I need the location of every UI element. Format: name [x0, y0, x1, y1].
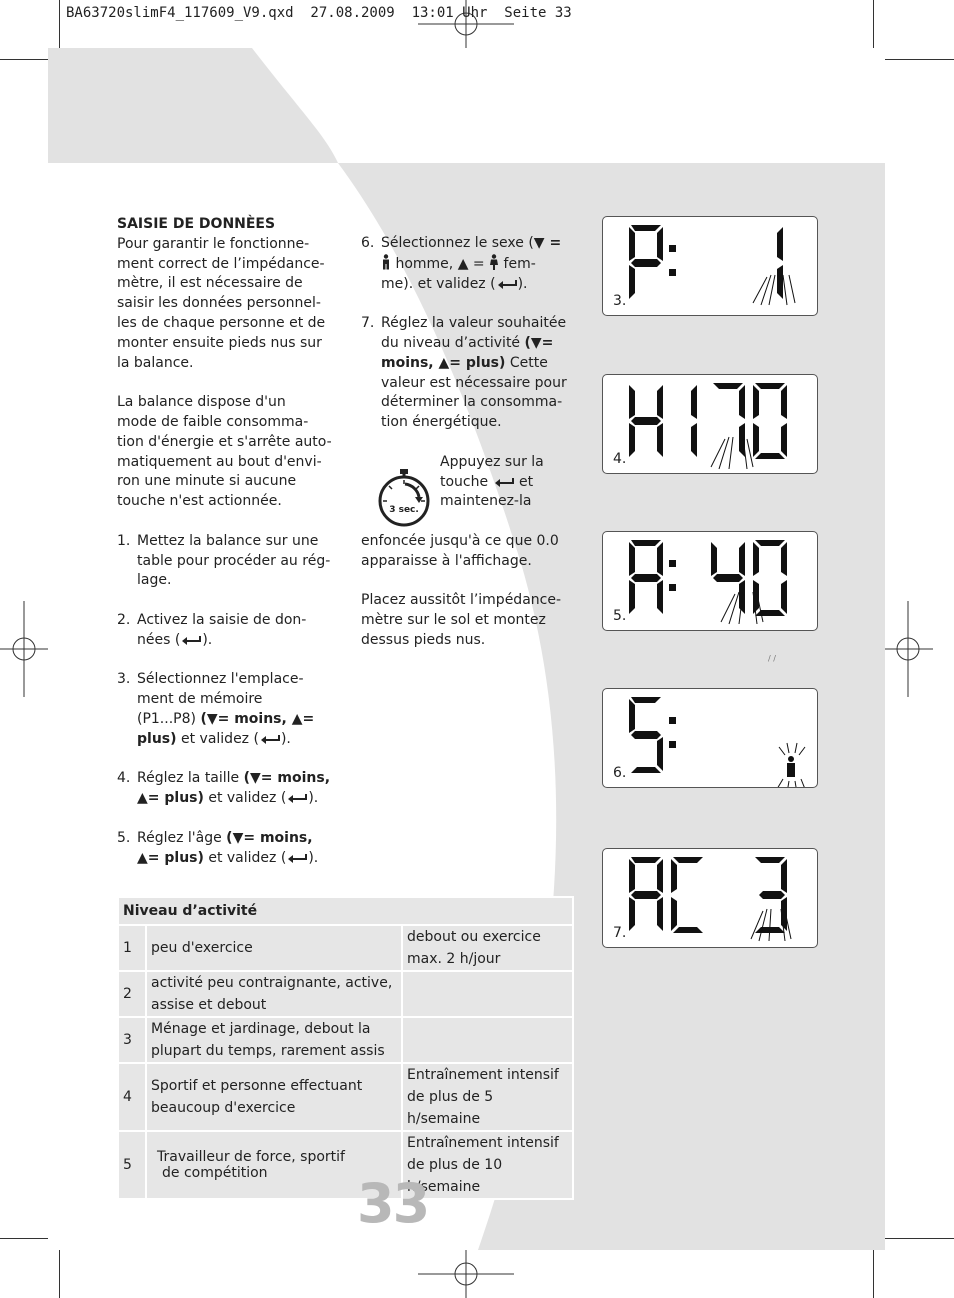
step-3: [117, 670, 357, 749]
section-heading: SAISIE DE DONNÈES: [117, 216, 276, 232]
table-row: [118, 925, 573, 971]
step-line: table pour procéder au rég-: [137, 552, 331, 569]
step-line: ▲= plus) et validez ( ).: [137, 790, 319, 807]
step-7: [361, 314, 581, 433]
final-line: Placez aussitôt l’impédance-: [361, 592, 562, 609]
note-cell: [402, 971, 573, 1017]
lcd-display-step-7: [602, 848, 818, 948]
enter-key-icon: [286, 793, 308, 803]
step-line: déterminer la consomma-: [381, 394, 563, 411]
step-6: [361, 234, 581, 294]
step-line: moins, ▲= plus) Cette: [381, 354, 548, 371]
table-row: [118, 1017, 573, 1063]
step-line: plus) et validez ( ).: [137, 730, 291, 747]
enter-key-icon: [259, 734, 281, 744]
table-row: [118, 1063, 573, 1131]
step-1: [117, 532, 357, 591]
step-line: tion énergétique.: [381, 414, 502, 431]
step-number: 3.: [117, 671, 131, 688]
note-cell: Entraînement intensif de plus de 10 h/semaine: [402, 1131, 573, 1199]
step-number: 7.: [361, 315, 375, 332]
description-cell: activité peu contraignante, active, assise et debout: [146, 971, 402, 1017]
display-step-label: 5.: [613, 608, 627, 624]
enter-key-icon: [496, 279, 518, 289]
lcd-display-step-4: [602, 374, 818, 474]
step-line: Sélectionnez le sexe (▼ =: [381, 235, 562, 251]
standby-line: tion d'énergie et s'arrête auto-: [117, 433, 332, 450]
description-cell: peu d'exercice: [146, 925, 402, 971]
press-line: enfoncée jusqu'à ce que 0.0: [361, 532, 559, 549]
step-number: 1.: [117, 532, 131, 549]
table-row: [118, 1131, 573, 1199]
step-number: 4.: [117, 770, 131, 787]
middle-column: [361, 234, 581, 651]
table-header: Niveau d’activité: [118, 897, 573, 925]
male-icon: [381, 254, 391, 270]
step-4: [117, 769, 357, 809]
level-cell: 3: [118, 1017, 146, 1063]
description-cell: Travailleur de force, sportif de compétition: [146, 1131, 402, 1199]
lcd-display-step-5: [602, 531, 818, 631]
svg-text:/ /: / /: [768, 654, 776, 663]
note-cell: debout ou exercice max. 2 h/jour: [402, 925, 573, 971]
step-line: lage.: [137, 572, 172, 589]
step-line: homme, ▲ = fem-: [381, 254, 581, 275]
standby-line: matiquement au bout d'envi-: [117, 453, 322, 470]
press-line: apparaisse à l'affichage.: [361, 552, 532, 569]
step-line: Réglez la valeur souhaitée: [381, 315, 567, 332]
table-row: [118, 971, 573, 1017]
step-line: Réglez la taille (▼= moins,: [137, 770, 331, 787]
press-instruction: [361, 453, 581, 532]
standby-line: mode de faible consomma-: [117, 413, 309, 430]
step-number: 5.: [117, 829, 131, 846]
intro-line: la balance.: [117, 354, 194, 371]
step-5: [117, 829, 357, 869]
description-cell: Ménage et jardinage, debout la plupart du temps, rarement assis: [146, 1017, 402, 1063]
step-line: Activez la saisie de don-: [137, 611, 307, 628]
step-line: du niveau d’activité (▼=: [381, 334, 554, 351]
step-line: valeur est nécessaire pour: [381, 374, 567, 391]
left-column: [117, 215, 357, 868]
step-line: Réglez l'âge (▼= moins,: [137, 829, 313, 846]
intro-line: mètre, il est nécessaire de: [117, 275, 303, 292]
intro-line: Pour garantir le fonctionne-: [117, 235, 310, 252]
standby-line: La balance dispose d'un: [117, 394, 286, 411]
level-cell: 2: [118, 971, 146, 1017]
step-line: nées ( ).: [137, 631, 213, 648]
step-number: 2.: [117, 611, 131, 628]
press-line: Appuyez sur la: [440, 453, 544, 470]
intro-line: saisir les données personnel-: [117, 295, 321, 312]
press-line: touche et: [440, 473, 534, 490]
level-cell: 5: [118, 1131, 146, 1199]
activity-level-table: [117, 896, 574, 1200]
timer-label: 3 sec.: [389, 504, 419, 515]
standby-line: touche n'est actionnée.: [117, 493, 282, 510]
level-cell: 1: [118, 925, 146, 971]
step-line: Sélectionnez l'emplace-: [137, 671, 304, 688]
step-line: (P1...P8) (▼= moins, ▲=: [137, 710, 315, 727]
display-step-label: 7.: [613, 925, 627, 941]
standby-line: ron une minute si aucune: [117, 473, 297, 490]
print-header: BA63720slimF4_117609_V9.qxd 27.08.2009 13:01 Uhr Seite 33: [66, 5, 572, 21]
female-icon: [489, 254, 499, 270]
enter-key-icon: [180, 635, 202, 645]
note-cell: Entraînement intensif de plus de 5 h/semaine: [402, 1063, 573, 1131]
page-number: 33: [357, 1172, 429, 1235]
display-step-label: 4.: [613, 451, 627, 467]
intro-line: les de chaque personne et de: [117, 314, 326, 331]
step-line: Mettez la balance sur une: [137, 532, 319, 549]
press-line: maintenez-la: [440, 493, 532, 510]
note-cell: [402, 1017, 573, 1063]
step-line: me). et validez ( ).: [381, 275, 528, 292]
description-cell: Sportif et personne effectuant beaucoup d'exercice: [146, 1063, 402, 1131]
enter-key-icon: [493, 477, 515, 487]
step-line: ment de mémoire: [137, 691, 263, 708]
level-cell: 4: [118, 1063, 146, 1131]
timer-icon: [377, 467, 431, 529]
step-2: [117, 611, 357, 651]
step-number: 6.: [361, 235, 375, 251]
step-line: ▲= plus) et validez ( ).: [137, 849, 319, 866]
lcd-display-step-3: [602, 216, 818, 316]
lcd-display-step-6: [602, 688, 818, 788]
intro-line: ment correct de l’impédance-: [117, 255, 325, 272]
final-line: mètre sur le sol et montez: [361, 611, 546, 628]
table-header-row: [118, 897, 573, 925]
enter-key-icon: [286, 853, 308, 863]
final-line: dessus pieds nus.: [361, 631, 486, 648]
display-step-label: 3.: [613, 293, 627, 309]
display-step-label: 6.: [613, 765, 627, 781]
intro-line: monter ensuite pieds nus sur: [117, 334, 322, 351]
